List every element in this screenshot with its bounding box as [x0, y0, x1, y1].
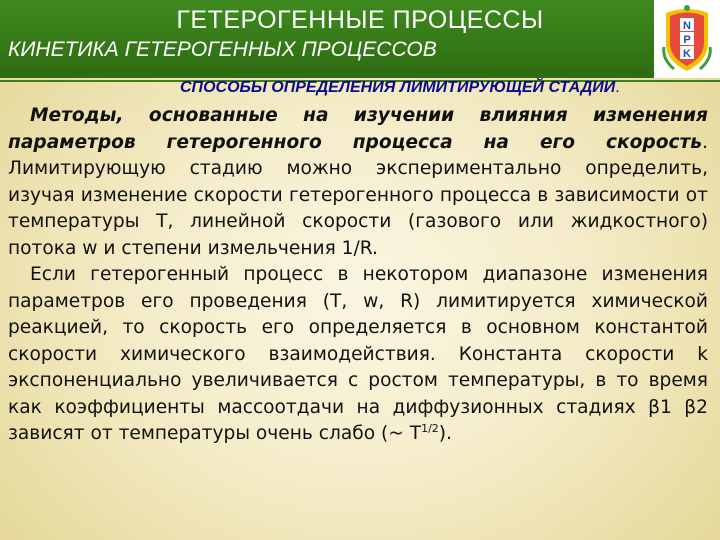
section-heading-text: СПОСОБЫ ОПРЕДЕЛЕНИЯ ЛИМИТИРУЮЩЕЙ СТАДИИ [180, 79, 616, 96]
paragraph-body: Лимитирующую стадию можно экспериментально определить, изучая изменение скорости гетерогенного процесса в зависимости от температуры Т, линейной скорости (газового или жидкостного) потока w и степени измельчения 1/R. [8, 158, 708, 259]
page-title: ГЕТЕРОГЕННЫЕ ПРОЦЕССЫ [176, 6, 544, 34]
paragraph2-body: Если гетерогенный процесс в некотором диапазоне изменения параметров его проведения (Т, w, R) лимитируется химической реакцией, то скорость его определяется в основном константой скорости химического взаимодействия. Константа скорости k экспоненциально увеличивается с ростом температуры, в то время как коэффициенты массоотдачи на диффузионных стадиях β1 β2 зависят от температуры очень слабо (~ Т [8, 264, 708, 444]
paragraph-chemical-control [8, 262, 708, 448]
paragraph2-tail: ). [438, 423, 452, 444]
npk-shield-icon [660, 3, 714, 75]
paragraph-lead: Методы, основанные на изучении влияния изменения параметров гетерогенного процесса на его скорость [8, 105, 708, 153]
logo-letter-p: P [683, 34, 691, 46]
header-bar [0, 0, 720, 78]
logo-letter-k: K [683, 48, 691, 60]
logo-letter-n: N [683, 20, 691, 32]
logo [654, 0, 720, 78]
temperature-exponent: 1/2 [421, 421, 439, 435]
paragraph-methods [8, 103, 708, 262]
page-subtitle: КИНЕТИКА ГЕТЕРОГЕННЫХ ПРОЦЕССОВ [8, 38, 437, 61]
section-heading-suffix: . [615, 79, 620, 96]
paragraph-lead-end: . [702, 131, 708, 153]
section-heading [180, 79, 716, 97]
